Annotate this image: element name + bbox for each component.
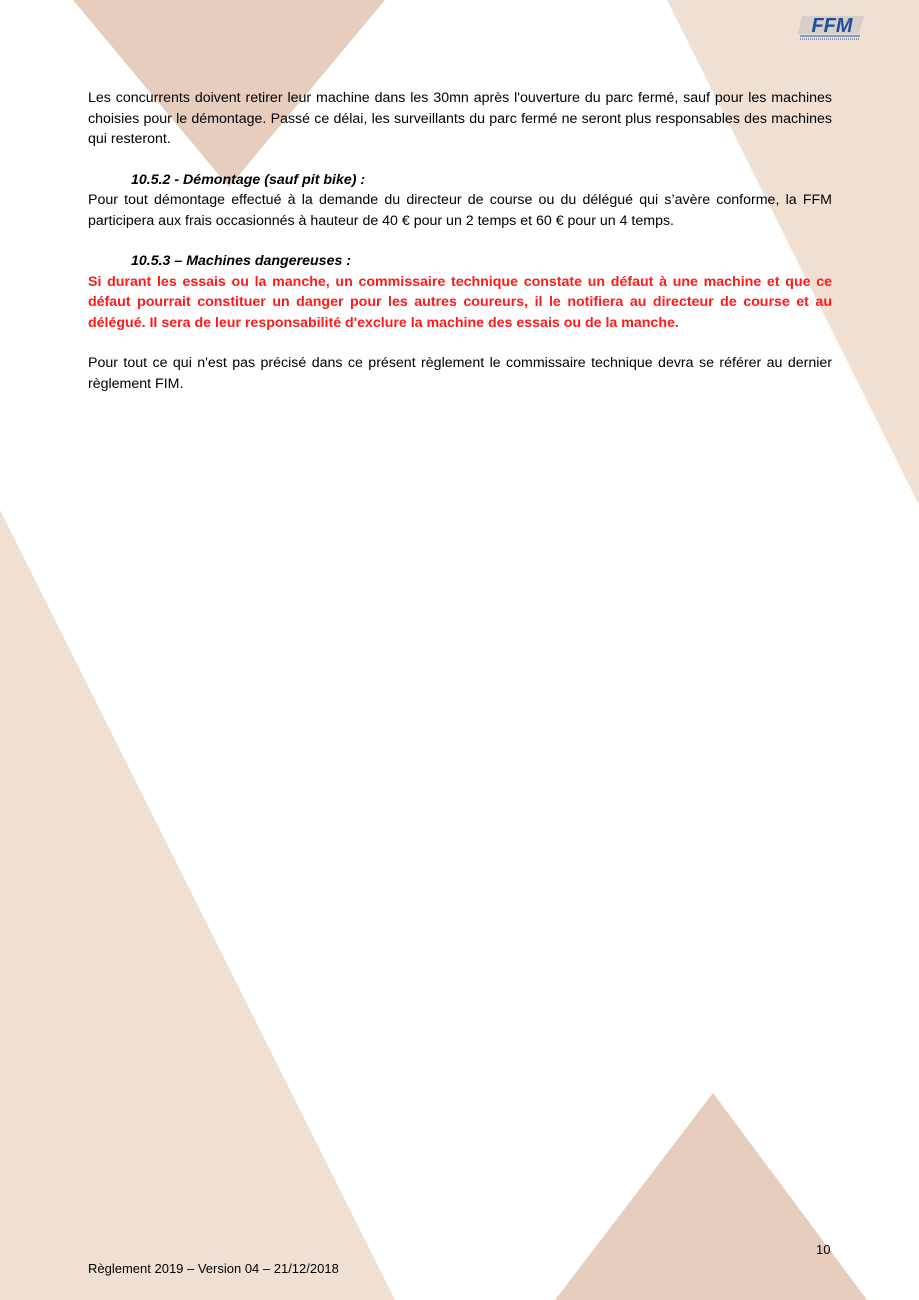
section-heading-10-5-2: 10.5.2 - Démontage (sauf pit bike) : bbox=[131, 171, 366, 188]
bottom-left-triangle bbox=[0, 510, 395, 1300]
page-number: 10 bbox=[816, 1242, 831, 1257]
ffm-logo bbox=[798, 14, 866, 42]
section-heading-10-5-3: 10.5.3 – Machines dangereuses : bbox=[131, 253, 352, 269]
closing-paragraph: Pour tout ce qui n'est pas précisé dans ce présent règlement le commissaire technique devra se référer au dernier règlement FIM. bbox=[88, 355, 832, 392]
logo-text: FFM bbox=[811, 15, 853, 37]
intro-paragraph: Les concurrents doivent retirer leur machine dans les 30mn après l'ouverture du parc fermé, sauf pour les machines choisies pour le démontage. Passé ce délai, les surveillants du parc fermé ne seront plus responsables des machines qui resteront. bbox=[88, 90, 832, 147]
section-body-10-5-3-warning: Si durant les essais ou la manche, un commissaire technique constate un défaut à une machine et que ce défaut pourrait constituer un danger pour les autres coureurs, il le notifiera au directeur de course et au délégué. Il sera de leur responsabilité d'exclure la machine des essais ou de la manche. bbox=[88, 273, 832, 331]
section-body-10-5-2: Pour tout démontage effectué à la demande du directeur de course ou du délégué qui s’avère conforme, la FFM participera aux frais occasionnés à hauteur de 40 € pour un 2 temps et 60 € pour un 4 temps. bbox=[88, 192, 832, 229]
bottom-right-triangle bbox=[555, 1093, 867, 1300]
footer-text: Règlement 2019 – Version 04 – 21/12/2018 bbox=[88, 1261, 339, 1276]
document-body bbox=[88, 88, 832, 394]
